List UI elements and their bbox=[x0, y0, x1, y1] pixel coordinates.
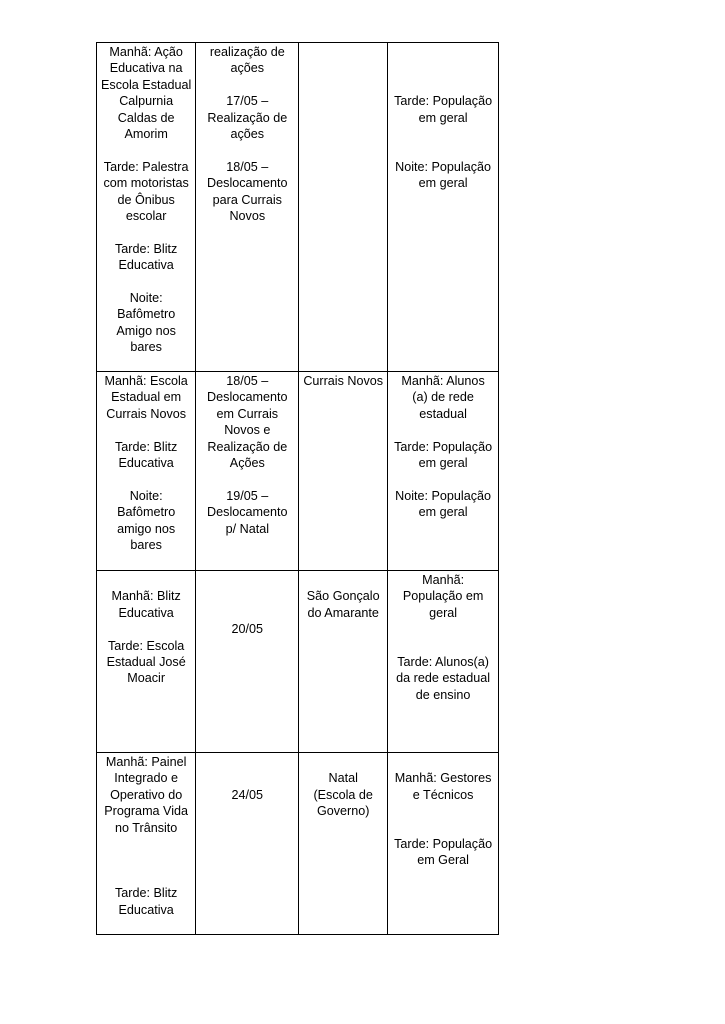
cell-text-line: Deslocamento bbox=[207, 505, 288, 520]
table-row bbox=[97, 372, 499, 571]
cell-text-line: Bafômetro bbox=[117, 505, 176, 520]
blank-line bbox=[392, 638, 494, 654]
cell-text-line: em Geral bbox=[417, 853, 469, 868]
blank-line bbox=[392, 126, 494, 142]
city-cell bbox=[299, 372, 388, 571]
cell-text-line: escolar bbox=[125, 209, 167, 224]
cell-text-line: 18/05 – bbox=[226, 159, 269, 174]
cell-text-line: Programa Vida bbox=[104, 804, 189, 819]
cell-text-line: em geral bbox=[418, 176, 468, 191]
cell-text-line: Noite: bbox=[129, 291, 163, 306]
blank-line bbox=[303, 754, 383, 770]
cell-text-line: Caldas de bbox=[117, 110, 175, 125]
blank-line bbox=[392, 754, 494, 770]
cell-text-line: Currais Novos bbox=[303, 374, 384, 388]
cell-text-line: Noite: População bbox=[395, 488, 492, 503]
cell-text-line: Moacir bbox=[127, 671, 166, 686]
cell-text-line: Manhã: Painel bbox=[105, 755, 187, 769]
blank-line bbox=[392, 142, 494, 158]
cell-text-line: Educativa na bbox=[109, 61, 183, 76]
blank-line bbox=[303, 572, 383, 588]
blank-line bbox=[200, 770, 294, 786]
cell-text-line: em geral bbox=[418, 456, 468, 471]
cell-text-line: Deslocamento bbox=[207, 176, 288, 191]
cell-text-line: Novos e bbox=[224, 423, 271, 438]
cell-text-line: Manhã: bbox=[422, 573, 465, 587]
cell-text-line: Tarde: População bbox=[394, 836, 493, 851]
cell-text-line: Tarde: Blitz bbox=[115, 241, 178, 256]
blank-line bbox=[101, 836, 191, 852]
dates-cell bbox=[196, 372, 299, 571]
cell-text-line: Bafômetro bbox=[117, 307, 176, 322]
cell-text-line: ações bbox=[230, 127, 265, 142]
blank-line bbox=[101, 142, 191, 158]
cell-text-line: 24/05 bbox=[231, 787, 264, 802]
activities-cell bbox=[97, 571, 196, 753]
cell-text-line: ações bbox=[230, 61, 265, 76]
cell-text-line: em geral bbox=[418, 505, 468, 520]
cell-text-line: População em bbox=[402, 589, 484, 604]
schedule-table bbox=[96, 42, 499, 935]
blank-line bbox=[392, 820, 494, 836]
blank-line bbox=[101, 224, 191, 240]
cell-text-line: Tarde: População bbox=[394, 439, 493, 454]
cell-text-line: bares bbox=[130, 340, 162, 355]
cell-text-line: Governo) bbox=[316, 804, 370, 819]
blank-line bbox=[200, 572, 294, 588]
cell-text-line: Ações bbox=[229, 456, 265, 471]
cell-text-line: p/ Natal bbox=[225, 521, 270, 536]
cell-text-line: amigo nos bbox=[117, 521, 176, 536]
dates-cell bbox=[196, 571, 299, 753]
cell-text-line: Deslocamento bbox=[207, 390, 288, 405]
cell-text-line: Manhã: Ação bbox=[109, 45, 183, 59]
dates-cell bbox=[196, 43, 299, 372]
blank-line bbox=[392, 77, 494, 93]
cell-text-line: Manhã: Alunos bbox=[401, 374, 485, 388]
cell-text-line: Operativo do bbox=[110, 787, 183, 802]
cell-text-line: realização de bbox=[209, 45, 285, 59]
activities-cell bbox=[97, 753, 196, 935]
cell-text-line: 18/05 – bbox=[226, 374, 269, 388]
cell-text-line: do Amarante bbox=[307, 605, 379, 620]
activities-cell bbox=[97, 43, 196, 372]
cell-text-line: para Currais bbox=[212, 192, 282, 207]
table-row bbox=[97, 571, 499, 753]
cell-text-line: Novos bbox=[229, 209, 266, 224]
cell-text-line: Tarde: Alunos(a) bbox=[397, 655, 489, 669]
blank-line bbox=[392, 621, 494, 637]
cell-text-line: Educativa bbox=[118, 456, 174, 471]
cell-text-line: e Técnicos bbox=[412, 787, 474, 802]
blank-line bbox=[392, 422, 494, 438]
dates-cell bbox=[196, 753, 299, 935]
cell-text-line: geral bbox=[429, 605, 458, 620]
city-cell bbox=[299, 571, 388, 753]
blank-line bbox=[101, 422, 191, 438]
cell-text-line: (Escola de bbox=[313, 787, 373, 802]
blank-line bbox=[101, 471, 191, 487]
blank-line bbox=[200, 605, 294, 621]
blank-line bbox=[101, 274, 191, 290]
cell-text-line: Tarde: População bbox=[394, 94, 493, 109]
blank-line bbox=[200, 754, 294, 770]
cell-text-line: 19/05 – bbox=[226, 488, 269, 503]
cell-text-line: São Gonçalo bbox=[306, 589, 380, 604]
blank-line bbox=[101, 869, 191, 885]
cell-text-line: estadual bbox=[419, 406, 467, 421]
blank-line bbox=[101, 621, 191, 637]
city-cell bbox=[299, 43, 388, 372]
cell-text-line: em geral bbox=[418, 110, 468, 125]
cell-text-line: Educativa bbox=[118, 605, 174, 620]
city-cell bbox=[299, 753, 388, 935]
blank-line bbox=[392, 44, 494, 60]
blank-line bbox=[200, 588, 294, 604]
cell-text-line: Tarde: Palestra bbox=[103, 159, 189, 174]
cell-text-line: de ensino bbox=[415, 687, 471, 702]
cell-text-line: no Trânsito bbox=[115, 820, 178, 835]
blank-line bbox=[200, 471, 294, 487]
cell-text-line: Manhã: Blitz bbox=[111, 589, 181, 604]
cell-text-line: Integrado e bbox=[114, 771, 179, 786]
table-row bbox=[97, 43, 499, 372]
cell-text-line: bares bbox=[130, 538, 162, 553]
cell-text-line: Manhã: Escola bbox=[104, 374, 188, 388]
activities-cell bbox=[97, 372, 196, 571]
audience-cell bbox=[388, 43, 499, 372]
blank-line bbox=[392, 471, 494, 487]
cell-text-line: Amorim bbox=[124, 127, 168, 142]
cell-text-line: Tarde: Blitz bbox=[115, 439, 178, 454]
cell-text-line: Escola Estadual bbox=[101, 77, 192, 92]
blank-line bbox=[200, 77, 294, 93]
blank-line bbox=[392, 60, 494, 76]
cell-text-line: de Ônibus bbox=[117, 192, 175, 207]
blank-line bbox=[200, 142, 294, 158]
cell-text-line: Currais Novos bbox=[106, 406, 187, 421]
cell-text-line: Educativa bbox=[118, 258, 174, 273]
table-row bbox=[97, 753, 499, 935]
cell-text-line: Amigo nos bbox=[116, 323, 176, 338]
cell-text-line: da rede estadual bbox=[396, 671, 490, 686]
cell-text-line: em Currais bbox=[216, 406, 279, 421]
blank-line bbox=[101, 572, 191, 588]
cell-text-line: Realização de bbox=[207, 439, 288, 454]
cell-text-line: Tarde: Escola bbox=[108, 638, 185, 653]
cell-text-line: Noite: População bbox=[395, 159, 492, 174]
cell-text-line: Tarde: Blitz bbox=[115, 886, 178, 901]
cell-text-line: 17/05 – bbox=[226, 94, 269, 109]
audience-cell bbox=[388, 571, 499, 753]
cell-text-line: com motoristas bbox=[103, 176, 189, 191]
cell-text-line: Educativa bbox=[118, 902, 174, 917]
cell-text-line: Estadual em bbox=[111, 390, 182, 405]
cell-text-line: 20/05 bbox=[231, 622, 264, 637]
cell-text-line: Realização de bbox=[207, 110, 288, 125]
cell-text-line: Calpurnia bbox=[119, 94, 174, 109]
cell-text-line: Estadual José bbox=[106, 655, 186, 669]
cell-text-line: Noite: bbox=[129, 488, 163, 503]
cell-text-line: (a) de rede bbox=[412, 390, 474, 405]
audience-cell bbox=[388, 372, 499, 571]
blank-line bbox=[392, 803, 494, 819]
cell-text-line: Manhã: Gestores bbox=[394, 771, 492, 786]
blank-line bbox=[101, 852, 191, 868]
audience-cell bbox=[388, 753, 499, 935]
cell-text-line: Natal bbox=[328, 771, 358, 786]
